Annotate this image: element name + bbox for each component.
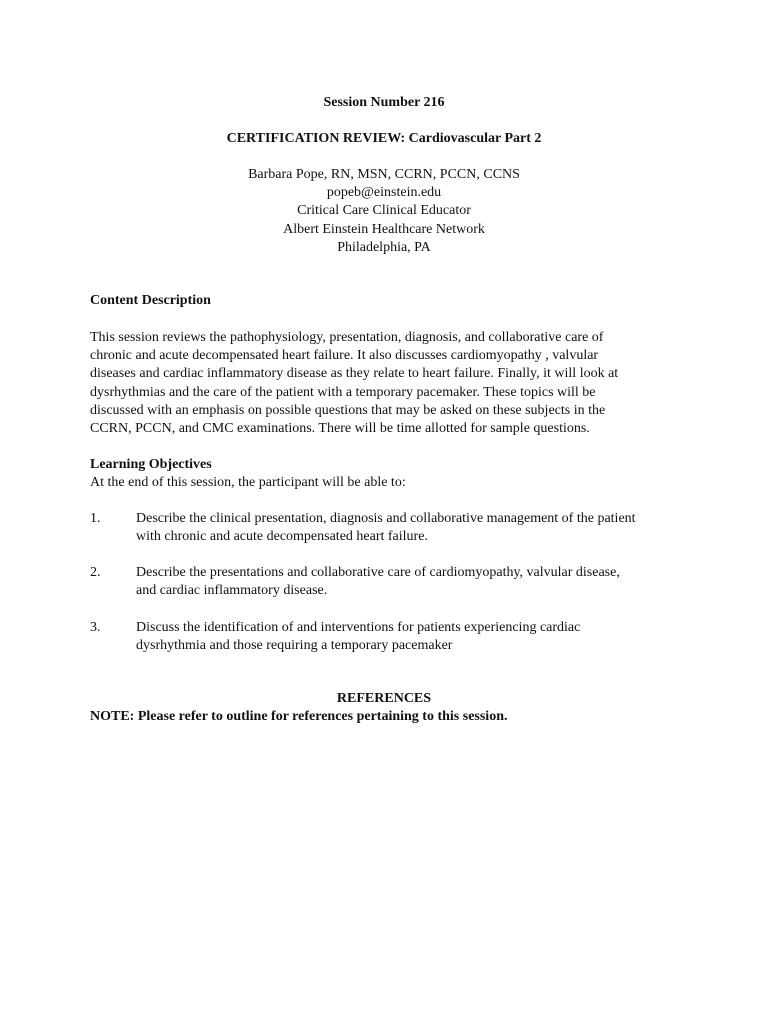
presenter-email: popeb@einstein.edu <box>326 185 442 201</box>
presenter-organization: Albert Einstein Healthcare Network <box>283 221 485 237</box>
references-heading-text: REFERENCES <box>336 691 432 706</box>
content-description-line: chronic and acute decompensated heart failure. It also discusses cardiomyopathy , valvular <box>90 348 599 364</box>
content-description-body <box>90 329 618 438</box>
document-title <box>0 130 768 148</box>
content-description-line: discussed with an emphasis on possible questions that may be asked on these subjects in the <box>90 402 606 418</box>
objective-line: Describe the presentations and collaborative care of cardiomyopathy, valvular disease, <box>136 565 620 580</box>
presenter-role: Critical Care Clinical Educator <box>297 203 471 219</box>
objective-text <box>136 619 580 655</box>
objective-line: with chronic and acute decompensated heart failure. <box>136 529 428 545</box>
learning-objectives-heading: Learning Objectives <box>90 457 212 472</box>
objective-text <box>136 510 636 546</box>
learning-objectives-intro: At the end of this session, the participant will be able to: <box>90 475 406 490</box>
content-description-heading: Content Description <box>90 293 211 308</box>
presenter-location: Philadelphia, PA <box>337 239 431 255</box>
content-description-line: diseases and cardiac inflammatory disease as they relate to heart failure. Finally, it will look at <box>90 366 619 382</box>
presenter-block <box>0 166 768 257</box>
objective-line: Describe the clinical presentation, diagnosis and collaborative management of the patient <box>136 511 636 526</box>
objective-text <box>136 564 620 600</box>
references-heading <box>0 690 768 708</box>
content-description-line: This session reviews the pathophysiology, presentation, diagnosis, and collaborative care of <box>90 330 604 345</box>
objective-number: 3. <box>90 620 101 635</box>
session-number <box>0 94 768 112</box>
objective-line: Discuss the identification of and interventions for patients experiencing cardiac <box>136 620 581 635</box>
content-description-line: CCRN, PCCN, and CMC examinations. There will be time allotted for sample questions. <box>90 421 590 437</box>
content-description-line: dysrhythmias and the care of the patient with a temporary pacemaker. These topics will be <box>90 384 596 400</box>
presenter-name: Barbara Pope, RN, MSN, CCRN, PCCN, CCNS <box>248 167 520 182</box>
references-note: NOTE: Please refer to outline for references pertaining to this session. <box>90 709 508 724</box>
objective-line: dysrhythmia and those requiring a temporary pacemaker <box>136 638 453 654</box>
objective-number: 2. <box>90 565 101 580</box>
document-title-text: CERTIFICATION REVIEW: Cardiovascular Part 2 <box>226 131 542 146</box>
objective-line: and cardiac inflammatory disease. <box>136 583 328 599</box>
objective-number: 1. <box>90 511 101 526</box>
session-number-text: Session Number 216 <box>323 95 445 110</box>
